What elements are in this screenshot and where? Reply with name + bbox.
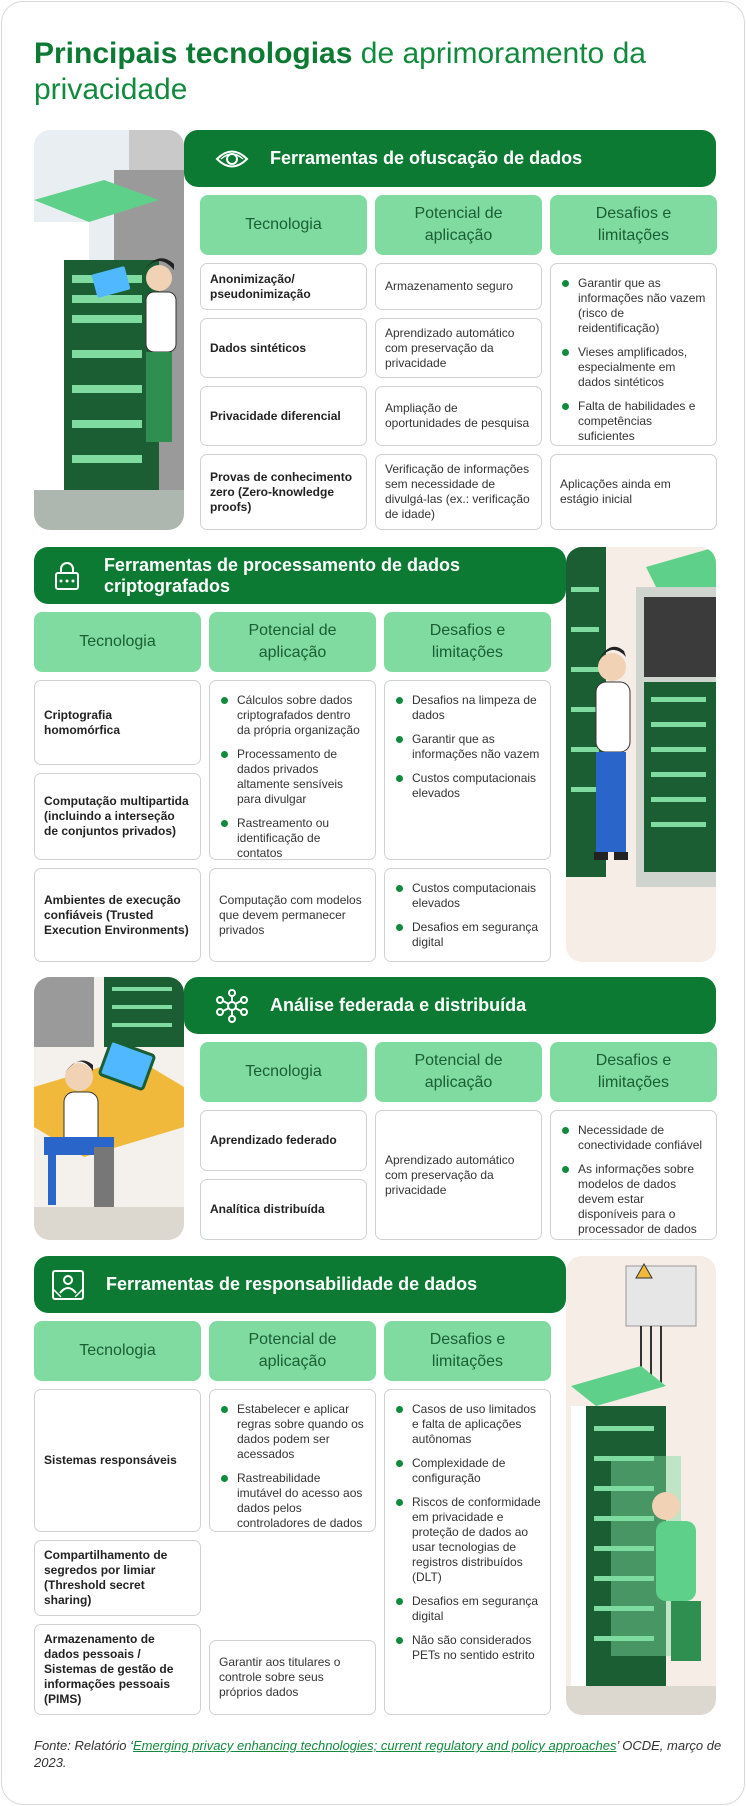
section-header-obfuscation <box>184 130 716 187</box>
list-item: Desafios em segurança digital <box>394 920 541 950</box>
challenges-cell: Aplicações ainda em estágio inicial <box>550 454 717 530</box>
potential-cell: Verificação de informações sem necessidade de divulgá-las (ex.: verificação de idade) <box>375 454 542 530</box>
column-header-challenges: Desafios e limitações <box>550 1042 717 1102</box>
tech-cell: Anonimização/ pseudonimização <box>200 263 367 310</box>
tech-cell: Computação multipartida (incluindo a interseção de conjuntos privados) <box>34 773 201 860</box>
list-item: Garantir que as informações não vazem (risco de reidentificação) <box>560 276 707 336</box>
source-report-link[interactable]: Emerging privacy enhancing technologies; current regulatory and policy approaches <box>133 1738 617 1753</box>
source-footer: Fonte: Relatório ‘Emerging privacy enhancing technologies; current regulatory and policy approaches’ OCDE, março de 2023. <box>34 1738 722 1770</box>
list-item: Falta de habilidades e competências suficientes <box>560 399 707 444</box>
list-item: Complexidade de configuração <box>394 1456 541 1486</box>
column-header-technology: Tecnologia <box>34 612 201 672</box>
server-room-illustration <box>34 130 184 530</box>
tech-cell: Criptografia homomórfica <box>34 680 201 765</box>
tech-cell: Privacidade diferencial <box>200 386 367 446</box>
laptop-worker-illustration <box>34 977 184 1240</box>
section-header-federated <box>184 977 716 1034</box>
column-header-potential: Potencial de aplicação <box>375 195 542 255</box>
list-item: Cálculos sobre dados criptografados dentro da própria organização <box>219 693 366 738</box>
potential-cell: Aprendizado automático com preservação da privacidade <box>375 1110 542 1240</box>
column-header-challenges: Desafios e limitações <box>384 612 551 672</box>
section-header-accountability <box>34 1256 566 1313</box>
column-header-potential: Potencial de aplicação <box>375 1042 542 1102</box>
list-item: Vieses amplificados, especialmente em dados sintéticos <box>560 345 707 390</box>
network-icon <box>212 986 252 1026</box>
lock-icon <box>48 556 86 596</box>
list-item: Garantir que as informações não vazem <box>394 732 541 762</box>
potential-cell: Ampliação de oportunidades de pesquisa <box>375 386 542 446</box>
list-item: Processamento de dados privados altamente sensíveis para divulgar <box>219 747 366 807</box>
list-item: As informações sobre modelos de dados devem estar disponíveis para o processador de dados <box>560 1162 707 1237</box>
potential-cell: Computação com modelos que devem permanecer privados <box>209 868 376 962</box>
column-header-potential: Potencial de aplicação <box>209 612 376 672</box>
challenges-cell <box>550 1110 717 1240</box>
section-title: Análise federada e distribuída <box>270 995 527 1015</box>
id-card-icon <box>48 1265 88 1305</box>
potential-cell: Aprendizado automático com preservação da privacidade <box>375 318 542 378</box>
list-item: Casos de uso limitados e falta de aplicações autônomas <box>394 1402 541 1447</box>
list-item: Necessidade de conectividade confiável <box>560 1123 707 1153</box>
section-title: Ferramentas de ofuscação de dados <box>270 148 583 168</box>
column-header-potential: Potencial de aplicação <box>209 1321 376 1381</box>
section-title: Ferramentas de responsabilidade de dados <box>106 1274 478 1294</box>
eye-icon <box>212 139 252 179</box>
tech-cell: Armazenamento de dados pessoais / Sistemas de gestão de informações pessoais (PIMS) <box>34 1624 201 1715</box>
tech-cell: Compartilhamento de segredos por limiar (Threshold secret sharing) <box>34 1540 201 1616</box>
potential-cell: Garantir aos titulares o controle sobre seus próprios dados <box>209 1640 376 1715</box>
list-item: Desafios em segurança digital <box>394 1594 541 1624</box>
list-item: Custos computacionais elevados <box>394 771 541 801</box>
list-item: Estabelecer e aplicar regras sobre quando os dados podem ser acessados <box>219 1402 366 1462</box>
tech-cell: Dados sintéticos <box>200 318 367 378</box>
tech-cell: Analítica distribuída <box>200 1179 367 1240</box>
list-item: Rastreamento ou identificação de contatos <box>219 816 366 861</box>
potential-cell <box>209 1389 376 1532</box>
tech-cell: Aprendizado federado <box>200 1110 367 1171</box>
tech-cell: Ambientes de execução confiáveis (Trusted Execution Environments) <box>34 868 201 962</box>
potential-cell: Armazenamento seguro <box>375 263 542 310</box>
column-header-technology: Tecnologia <box>200 195 367 255</box>
list-item: Riscos de conformidade em privacidade e proteção de dados ao usar tecnologias de registros distribuídos (DLT) <box>394 1495 541 1585</box>
section-header-encrypted-processing <box>34 547 566 604</box>
section-title: Ferramentas de processamento de dados criptografados <box>103 554 461 596</box>
column-header-challenges: Desafios e limitações <box>384 1321 551 1381</box>
page-title: Principais tecnologias de aprimoramento da privacidade <box>34 37 646 106</box>
tech-cell: Sistemas responsáveis <box>34 1389 201 1532</box>
infographic-page <box>1 1 745 1805</box>
column-header-technology: Tecnologia <box>34 1321 201 1381</box>
list-item: Desafios na limpeza de dados <box>394 693 541 723</box>
challenges-cell <box>384 868 551 962</box>
cabinet-technician-illustration <box>566 1256 716 1715</box>
tech-cell: Provas de conhecimento zero (Zero-knowledge proofs) <box>200 454 367 530</box>
challenges-cell <box>384 680 551 860</box>
challenges-cell <box>384 1389 551 1715</box>
list-item: Não são considerados PETs no sentido estrito <box>394 1633 541 1663</box>
potential-cell <box>209 680 376 860</box>
technician-illustration <box>566 547 716 962</box>
list-item: Rastreabilidade imutável do acesso aos dados pelos controladores de dados <box>219 1471 366 1531</box>
list-item: Custos computacionais elevados <box>394 881 541 911</box>
column-header-challenges: Desafios e limitações <box>550 195 717 255</box>
challenges-cell <box>550 263 717 446</box>
column-header-technology: Tecnologia <box>200 1042 367 1102</box>
